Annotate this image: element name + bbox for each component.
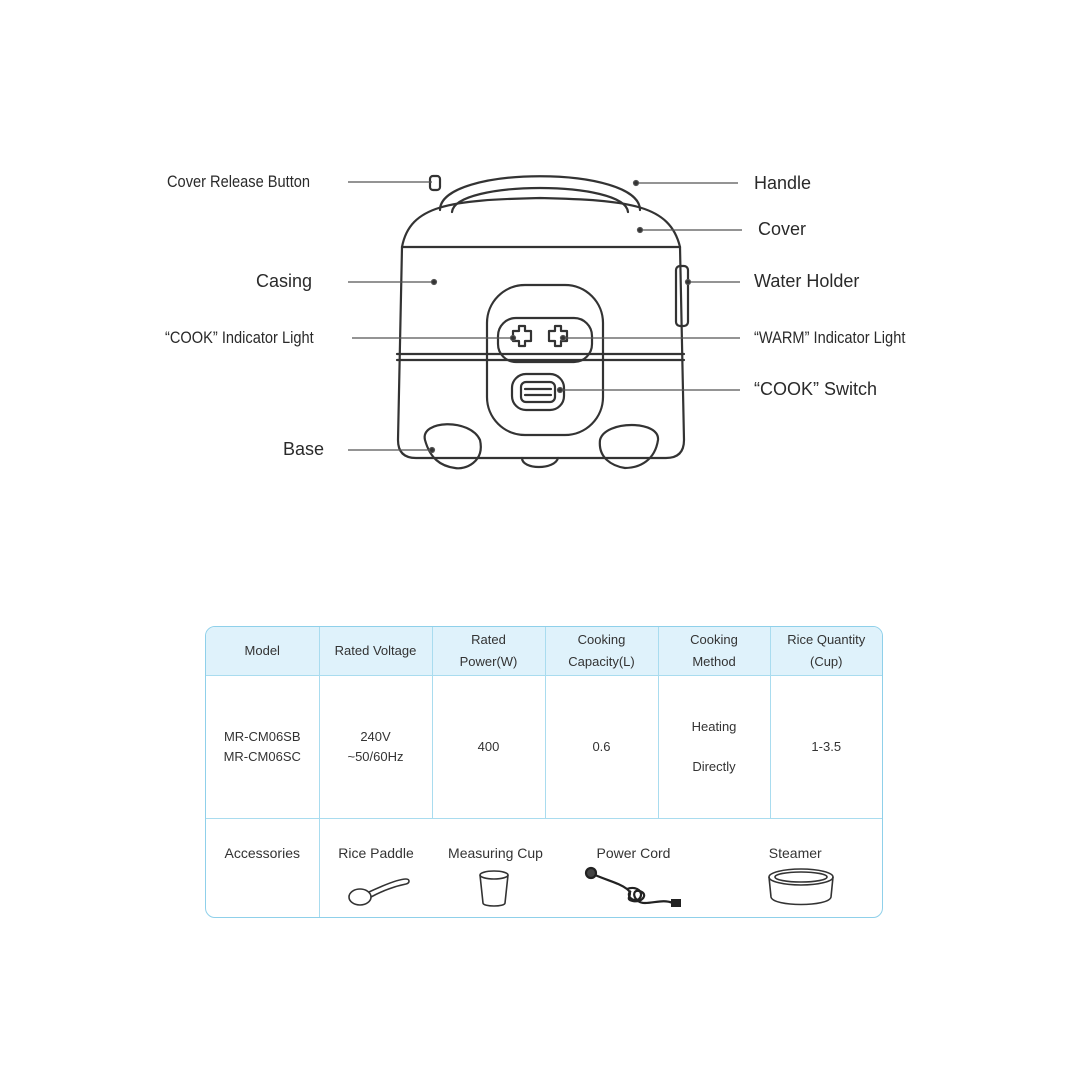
rice-cooker-diagram xyxy=(0,0,1080,520)
accessory-power-cord: Power Cord xyxy=(559,819,709,917)
label-cover-release-button: Cover Release Button xyxy=(167,172,311,191)
power-cord-icon xyxy=(579,863,689,913)
cook-indicator-light-shape xyxy=(513,326,531,346)
header-cooking-capacity: Cooking Capacity(L) xyxy=(545,627,658,676)
label-warm-indicator-light: “WARM” Indicator Light xyxy=(754,328,906,347)
cell-accessories-label: Accessories xyxy=(206,819,319,918)
label-water-holder: Water Holder xyxy=(754,271,860,291)
rice-cooker-illustration xyxy=(0,0,1080,520)
cell-rated-power: 400 xyxy=(432,676,545,819)
rice-paddle-icon xyxy=(344,871,414,911)
accessory-measuring-cup: Measuring Cup xyxy=(433,819,559,917)
cell-cooking-capacity: 0.6 xyxy=(545,676,658,819)
cell-accessories-items xyxy=(319,819,882,918)
accessories-row xyxy=(206,819,882,918)
header-rated-power: Rated Power(W) xyxy=(432,627,545,676)
cook-switch-inner-shape xyxy=(521,382,555,402)
label-cook-indicator-light: “COOK” Indicator Light xyxy=(165,328,314,347)
table-header-row xyxy=(206,627,882,676)
header-rated-voltage: Rated Voltage xyxy=(319,627,432,676)
header-model: Model xyxy=(206,627,319,676)
steamer-icon xyxy=(765,867,845,913)
cell-rated-voltage: 240V ~50/60Hz xyxy=(319,676,432,819)
label-cook-switch: “COOK” Switch xyxy=(754,379,878,399)
header-cooking-method: Cooking Method xyxy=(658,627,770,676)
base-foot-left xyxy=(425,424,481,468)
specification-table xyxy=(205,626,883,918)
cell-rice-quantity: 1-3.5 xyxy=(770,676,882,819)
cell-cooking-method: Heating Directly xyxy=(658,676,770,819)
label-casing: Casing xyxy=(256,271,313,291)
cell-model: MR-CM06SB MR-CM06SC xyxy=(206,676,319,819)
table-row xyxy=(206,676,882,819)
cover-release-button-shape xyxy=(430,176,440,190)
cook-switch-outer-shape xyxy=(512,374,564,410)
base-foot-center xyxy=(522,458,558,467)
handle-shape xyxy=(440,176,640,210)
base-foot-right xyxy=(600,425,658,468)
label-base: Base xyxy=(283,439,325,459)
label-cover: Cover xyxy=(758,219,807,239)
header-rice-quantity: Rice Quantity (Cup) xyxy=(770,627,882,676)
accessory-rice-paddle: Rice Paddle xyxy=(320,819,433,917)
label-handle: Handle xyxy=(754,173,812,193)
accessory-steamer: Steamer xyxy=(709,819,883,917)
measuring-cup-icon xyxy=(469,867,519,913)
